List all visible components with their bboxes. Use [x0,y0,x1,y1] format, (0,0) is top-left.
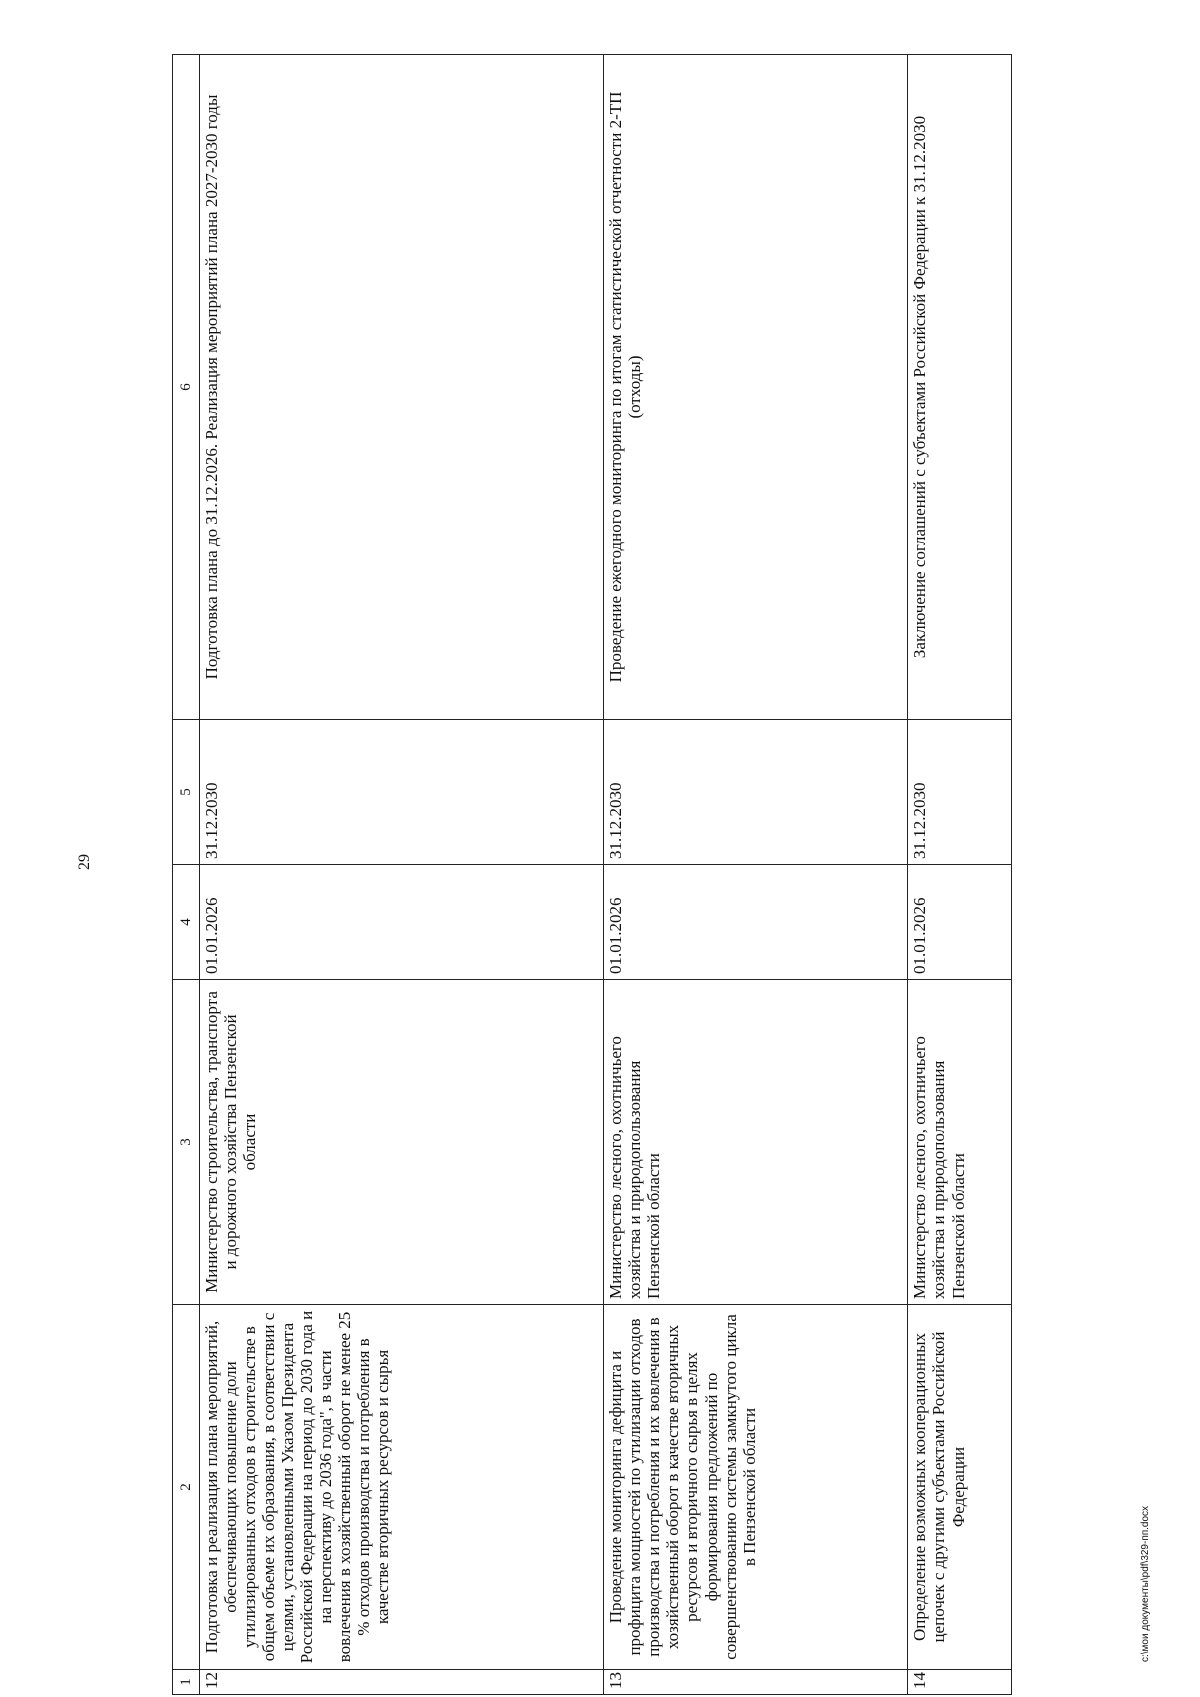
start-date-cell: 01.01.2026 [908,865,1012,980]
measure-cell: Подготовка и реализация плана мероприятий, обеспечивающих повышение доли утилизированных отходов в строительстве в общем объеме их образования, в соответствии с целями, установленными Указом Президента Российской Федерации на период до 2030 года и на перспективу до 2036 года", в части вовлечения в хозяйственный оборот не менее 25 % отходов производства и потребления в качестве вторичных ресурсов и сырья [199,1305,603,1670]
row-number: 13 [604,1670,908,1695]
executor-cell: Министерство строительства, транспорта и дорожного хозяйства Пензенской области [199,980,603,1305]
end-date-cell: 31.12.2030 [908,720,1012,865]
header-cell: 6 [173,55,200,720]
header-cell: 2 [173,1305,200,1670]
table-row [199,55,603,1695]
end-date-cell: 31.12.2030 [199,720,603,865]
measure-cell: Проведение мониторинга дефицита и профицита мощностей по утилизации отходов производства и потребления и их вовлечения в хозяйственный оборот в качестве вторичных ресурсов и вторичного сырья в целях формирования предложений по совершенствованию системы замкнутого цикла в Пензенской области [604,1305,908,1670]
rotated-table-inner [172,55,1012,1695]
row-number: 14 [908,1670,1012,1695]
header-cell: 4 [173,865,200,980]
header-cell: 5 [173,720,200,865]
header-cell: 1 [173,1670,200,1695]
rotated-table-container [172,55,1012,1695]
start-date-cell: 01.01.2026 [604,865,908,980]
page-number: 29 [76,854,93,870]
result-cell: Подготовка плана до 31.12.2026. Реализация мероприятий плана 2027-2030 годы [199,55,603,720]
measure-cell: Определение возможных кооперационных цепочек с другими субъектами Российской Федерации [908,1305,1012,1670]
row-number: 12 [199,1670,603,1695]
end-date-cell: 31.12.2030 [604,720,908,865]
table-header-row [173,55,200,1695]
start-date-cell: 01.01.2026 [199,865,603,980]
result-cell: Заключение соглашений с субъектами Российской Федерации к 31.12.2030 [908,55,1012,720]
measures-table [172,54,1012,1695]
table-row [908,55,1012,1695]
result-cell: Проведение ежегодного мониторинга по итогам статистической отчетности 2-ТП (отходы) [604,55,908,720]
footer-file-path: c:\мои документы\pdf\329-пп.docx [1140,1505,1151,1662]
header-cell: 3 [173,980,200,1305]
table-row [604,55,908,1695]
executor-cell: Министерство лесного, охотничьего хозяйства и природопользования Пензенской области [604,980,908,1305]
executor-cell: Министерство лесного, охотничьего хозяйства и природопользования Пензенской области [908,980,1012,1305]
